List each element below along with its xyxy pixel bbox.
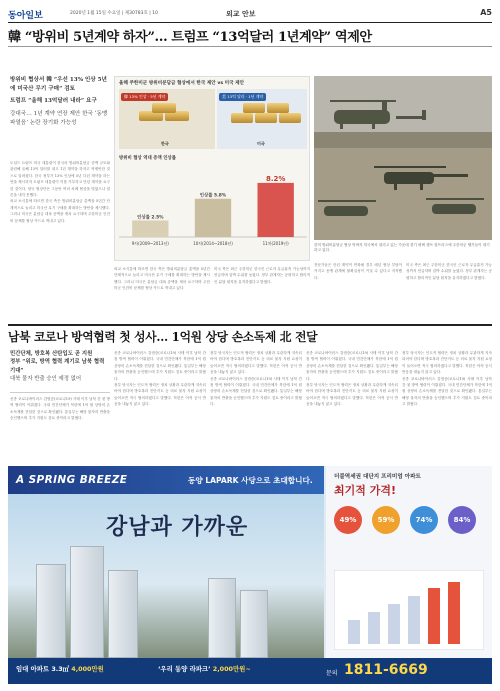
rate-circle: 59%: [372, 506, 400, 534]
body-paragraph: 신종 코로나바이러스 감염증(코로나19) 사태 이후 남북 간 첫 방역 협력이 이뤄졌다. 국내 민간단체가 북한에 1억 원 상당의 손소독제를 전달한 것으로 확인됐다. 통일부는 해당 물자의 반출을 승인했으며 추가 지원도 검토 중이라고 밝혔다.: [306, 351, 398, 381]
price-trend-chart: [334, 570, 484, 650]
body-paragraph: 신종 코로나바이러스 감염증(코로나19) 사태 이후 남북 간 첫 방역 협력이 이뤄졌다. 국내 민간단체가 북한에 1억 원 상당의 손소독제를 전달한 것으로 확인됐다. 통일부는 해당 물자의 반출을 승인했으며 추가 지원도 검토 중이라고 밝혔다.: [114, 351, 206, 381]
apartment-tower: [36, 564, 66, 658]
article2-body-col4: [306, 350, 398, 462]
article2-body-col5: [402, 350, 492, 462]
article1-headline: 韓 “방위비 5년계약 하자”… 트럼프 “13억달러 1년계약” 역제안: [8, 30, 372, 45]
body-paragraph: 미국 측은 최근 주한미군 한국인 근로자 무급휴직 가능성까지 언급하며 압박 수위를 높였다. 정부 관계자는 공평하고 합리적인 분담 원칙을 유지하겠다고 밝혔다.: [406, 263, 492, 280]
price-value: 4,000만원: [71, 665, 104, 673]
bar: [257, 183, 293, 237]
phone-number[interactable]: 1811-6669: [344, 662, 428, 678]
category-label: 11차(2019년): [262, 241, 289, 246]
headline-divider: [8, 46, 492, 47]
offer-comparison: [119, 89, 307, 149]
apartment-tower: [70, 546, 104, 658]
body-paragraph: 신종 코로나바이러스 감염증(코로나19) 사태 이후 남북 간 첫 방역 협력이 이뤄졌다. 국내 민간단체가 북한에 1억 원 상당의 손소독제를 전달한 것으로 확인됐다. 통일부는 해당 물자의 반출을 승인했으며 추가 지원도 검토 중이라고 밝혔다.: [402, 376, 492, 407]
article2-body-col2: [114, 350, 206, 462]
header-rule: [8, 22, 492, 23]
article1-body-col5: [406, 262, 492, 322]
body-paragraph: 신종 코로나바이러스 감염증(코로나19) 사태 이후 남북 간 첫 방역 협력이 이뤄졌다. 국내 민간단체가 북한에 1억 원 상당의 손소독제를 전달한 것으로 확인됐다. 통일부는 해당 물자의 반출을 승인했으며 추가 지원도 검토 중이라고 밝혔다.: [210, 376, 302, 407]
article2-body-col1: [10, 396, 110, 462]
gold-bar-icon: [231, 113, 253, 123]
body-paragraph: 외교 소식통에 따르면 한국 측은 방위비분담금 총액을 5년간 단계적으로 늘리고 미국산 무기 구매를 확대하는 방안을 제시했다. 그러나 미국은 분담금 대폭 증액을 재차 요구하며 주한미군 인건비 문제를 협상 카드로 꺼내고 있다.: [10, 199, 110, 223]
masthead: [8, 8, 492, 22]
price-caption: ‘우리 동양 라파크’: [158, 665, 211, 673]
ad-price-strip: [8, 658, 492, 684]
korea-offer-panel: [119, 89, 215, 149]
newspaper-logo: 동아일보: [8, 11, 43, 21]
bar: [195, 199, 231, 237]
apartment-tower: [240, 590, 268, 658]
data-label: 인상률 2.5%: [137, 215, 164, 221]
lead-line: 대북 물자 반출 승인 예정 없어: [10, 376, 82, 383]
gold-bar-icon: [255, 113, 277, 123]
article1-body-col4: [314, 262, 402, 322]
article2-headline: 남북 코로나 방역협력 첫 성사… 1억원 상당 손소독제 北 전달: [8, 330, 318, 344]
price-value: 2,000만원~: [212, 665, 251, 673]
body-paragraph: 정부 당국자는 인도적 협력은 정치 상황과 무관하게 지속되어야 한다며 방호복과 진단키트 등 의료 물자 지원 요청이 들어오면 적극 협의하겠다고 말했다. 북한은 아직 공식 반응을 내놓지 않고 있다.: [210, 351, 302, 375]
ad-banner: [8, 466, 324, 494]
chart-title: 방위비 협상 역대 증액 인상률: [119, 156, 177, 161]
korea-label: 한국: [161, 141, 169, 146]
gold-bar-icon: [243, 103, 265, 113]
ad-info-subtitle: 최기적 가격!: [334, 484, 396, 497]
lead-divider: [10, 392, 110, 393]
article-divider: [8, 324, 492, 326]
body-paragraph: 정부 당국자는 인도적 협력은 정치 상황과 무관하게 지속되어야 한다며 방호복과 진단키트 등 의료 물자 지원 요청이 들어오면 적극 협의하겠다고 말했다. 북한은 아직 공식 반응을 내놓지 않고 있다.: [402, 351, 492, 375]
article1-body-col1: [10, 160, 110, 320]
us-offer-panel: [217, 89, 307, 149]
rate-circle: 74%: [410, 506, 438, 534]
korea-offer-badge: 韓 13% 인상 · 5년 계약: [121, 93, 168, 101]
body-paragraph: 신종 코로나바이러스 감염증(코로나19) 사태 이후 남북 간 첫 방역 협력이 이뤄졌다. 국내 민간단체가 북한에 1억 원 상당의 손소독제를 전달한 것으로 확인됐다. 통일부는 해당 물자의 반출을 승인했으며 추가 지원도 검토 중이라고 밝혔다.: [10, 397, 110, 421]
gold-bar-icon: [152, 103, 176, 113]
lead-line: 방위비 협상서 韓 “우선 13% 인상 5년에 미국산 무기 구매” 검토: [10, 77, 107, 92]
category-label: 10차(2014~2018년): [193, 241, 233, 246]
ad-slogan: 강남과 가까운: [106, 514, 249, 540]
gold-bar-icon: [279, 113, 301, 123]
increase-rate-chart: [119, 163, 307, 258]
ad-invite: 동양 LAPARK 사당으로 초대합니다.: [188, 476, 313, 485]
body-paragraph: 외교 소식통에 따르면 한국 측은 방위비분담금 총액을 5년간 단계적으로 늘리고 미국산 무기 구매를 확대하는 방안을 제시했다. 그러나 미국은 분담금 대폭 증액을 재차 요구하며 주한미군 인건비 문제를 협상 카드로 꺼내고 있다.: [114, 267, 210, 291]
ad-info-panel: [326, 466, 492, 658]
us-offer-badge: 美 13억 달러 · 1년 계약: [219, 93, 266, 101]
section-title: 외교 안보: [226, 10, 256, 18]
infographic: [114, 76, 310, 261]
news-photo: [314, 76, 492, 240]
page-number: A5: [480, 8, 492, 17]
apartment-tower: [108, 570, 138, 658]
lead-line: 트럼프 “올해 13억달러 내라” 요구: [10, 98, 97, 105]
body-paragraph: 도널드 트럼프 미국 대통령이 한국의 방위비분담금 증액 규모와 관련해 올해 13억 달러를 내고 1년 계약을 하자고 역제안한 것으로 알려졌다. 한국 정부가 13% 인상에 5년 다년 계약을 하는 안을 제시하자 트럼프 대통령이 이를 거부하고 단년 계약을 요구한 것이다. 양국 협상단은 그동안 여러 차례 협상을 벌였으나 결론을 내지 못했다.: [10, 161, 110, 198]
article1-body-col3: [214, 266, 310, 322]
article1-lead: [10, 76, 110, 131]
dateline: 2020년 1월 15일 수요일 | 제30783호 | 10: [70, 11, 158, 16]
article2-lead: [10, 350, 110, 384]
rate-circle: 84%: [448, 506, 476, 534]
phone-label: 문의: [326, 670, 338, 677]
apartment-tower: [208, 578, 236, 658]
lead-line: 정부 “위로, 방역 협력 계기로 남북 협력 기대”: [10, 359, 105, 374]
body-paragraph: 미국 측은 최근 주한미군 한국인 근로자 무급휴직 가능성까지 언급하며 압박 수위를 높였다. 정부 관계자는 공평하고 합리적인 분담 원칙을 유지하겠다고 밝혔다.: [214, 267, 310, 284]
article2-body-col3: [210, 350, 302, 462]
body-paragraph: 정부 당국자는 인도적 협력은 정치 상황과 무관하게 지속되어야 한다며 방호복과 진단키트 등 의료 물자 지원 요청이 들어오면 적극 협의하겠다고 말했다. 북한은 아직 공식 반응을 내놓지 않고 있다.: [306, 383, 398, 407]
infographic-title: 올해 주한미군 방위비분담금 협상에서 한국 제안 vs 미국 제안: [119, 81, 245, 86]
article1-body-col2: [114, 266, 210, 322]
military-helicopter-photo: [314, 76, 492, 240]
ad-info-title: 더블역세권 대단지 프리미엄 아파트: [334, 474, 421, 480]
us-label: 미국: [257, 141, 265, 146]
photo-caption: 한미 방위비분담금 협상 막바지 미국에서 열리고 있는 가운데 경기 평택 캠프 험프리스에 주한미군 헬기들이 대기하고 있다.: [314, 243, 490, 252]
category-label: 9차(2009~2013년): [131, 241, 169, 246]
data-label: 인상률 5.8%: [199, 193, 227, 199]
lead-line: 민간단체, 방호복 산탄입도 곧 지원: [10, 351, 93, 357]
real-estate-advertisement[interactable]: [8, 466, 492, 684]
body-paragraph: 정부 당국자는 인도적 협력은 정치 상황과 무관하게 지속되어야 한다며 방호복과 진단키트 등 의료 물자 지원 요청이 들어오면 적극 협의하겠다고 말했다. 북한은 아직 공식 반응을 내놓지 않고 있다.: [114, 383, 206, 407]
rate-circle: 49%: [334, 506, 362, 534]
ad-brand: A SPRING BREEZE: [16, 474, 128, 486]
price-label: [158, 664, 251, 673]
lead-line: 강대국… 1년 계약 연장 제안 한국 ‘동맹 파열음’ 논란 장기화 가능성: [10, 110, 108, 126]
price-label: [16, 664, 104, 673]
bar: [132, 221, 168, 238]
data-label: 8.2%: [265, 174, 286, 183]
body-paragraph: 전문가들은 단년 계약이 반복될 경우 매년 협상 부담이 커지고 동맹 관계에 불확실성이 커질 수 있다고 지적했다.: [314, 263, 402, 280]
gold-bar-icon: [267, 103, 289, 113]
price-caption: 임대 아파트 3.3㎡: [16, 665, 70, 673]
